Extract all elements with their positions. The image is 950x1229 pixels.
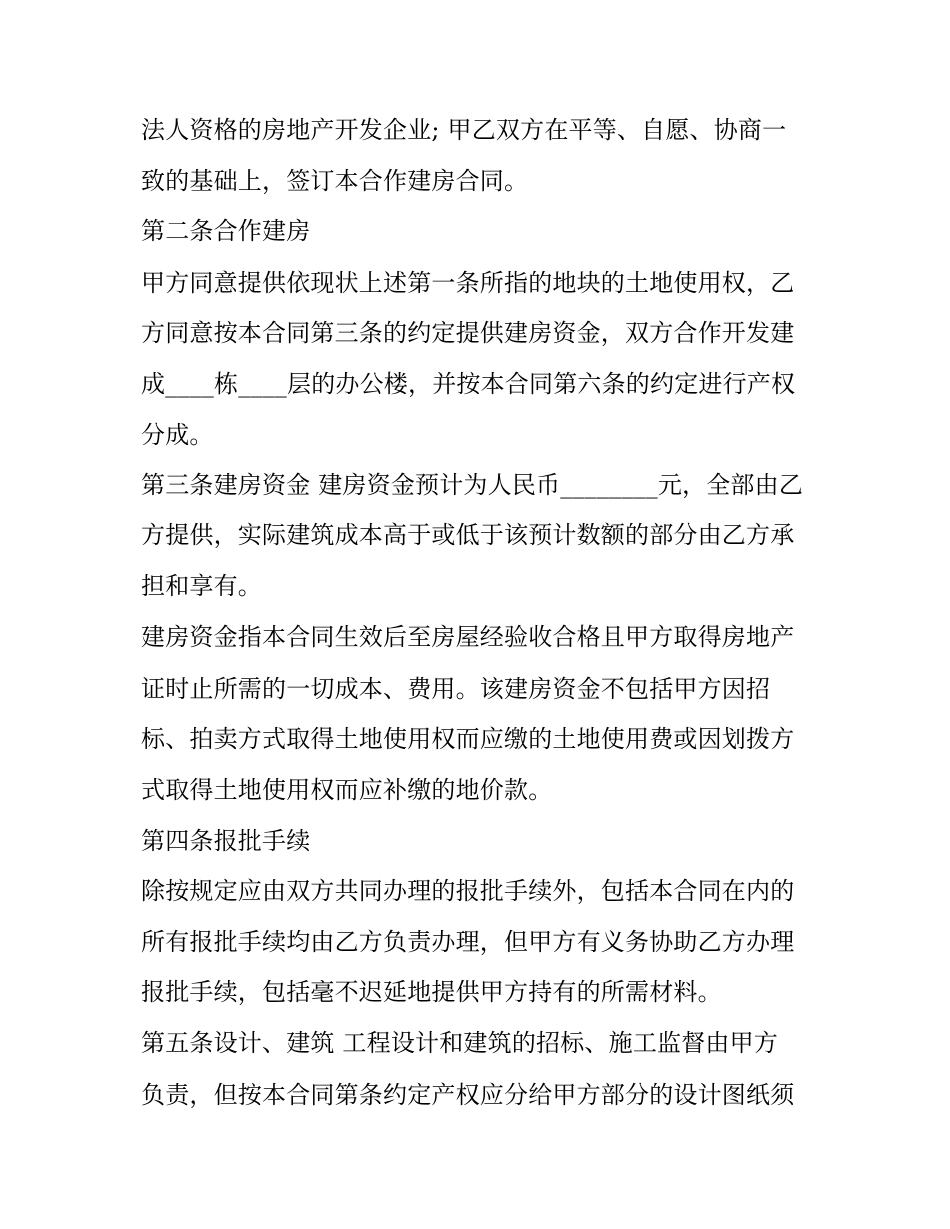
text-line: 式取得土地使用权而应补缴的地价款。 — [141, 776, 553, 804]
text-line: 标、拍卖方式取得土地使用权而应缴的土地使用费或因划拨方 — [141, 725, 795, 753]
text-line: 方提供，实际建筑成本高于或低于该预计数额的部分由乙方承 — [141, 521, 795, 549]
text-line: 除按规定应由双方共同办理的报批手续外，包括本合同在内的 — [141, 877, 795, 905]
text-line: 第三条建房资金 建房资金预计为人民币________元，全部由乙 — [141, 471, 804, 499]
text-line: 甲方同意提供依现状上述第一条所指的地块的土地使用权，乙 — [141, 269, 795, 297]
text-line: 建房资金指本合同生效后至房屋经验收合格且甲方取得房地产 — [141, 623, 795, 651]
text-line: 致的基础上，签订本合作建房合同。 — [141, 167, 529, 195]
text-line: 法人资格的房地产开发企业; 甲乙双方在平等、自愿、协商一 — [141, 116, 787, 144]
section-heading: 第二条合作建房 — [141, 217, 311, 245]
text-line: 证时止所需的一切成本、费用。该建房资金不包括甲方因招 — [141, 675, 771, 703]
text-line: 方同意按本合同第三条的约定提供建房资金，双方合作开发建 — [141, 319, 795, 347]
text-line: 第五条设计、建筑 工程设计和建筑的招标、施工监督由甲方 — [141, 1029, 779, 1057]
section-heading: 第四条报批手续 — [141, 827, 311, 855]
text-line: 担和享有。 — [141, 572, 262, 600]
text-line: 负责，但按本合同第条约定产权应分给甲方部分的设计图纸须 — [141, 1081, 795, 1109]
text-line: 分成。 — [141, 421, 214, 449]
text-line: 报批手续，包括毫不迟延地提供甲方持有的所需材料。 — [141, 978, 722, 1006]
text-line: 所有报批手续均由乙方负责办理，但甲方有义务协助乙方办理 — [141, 928, 795, 956]
text-line: 成____栋____层的办公楼，并按本合同第六条的约定进行产权 — [141, 370, 796, 398]
